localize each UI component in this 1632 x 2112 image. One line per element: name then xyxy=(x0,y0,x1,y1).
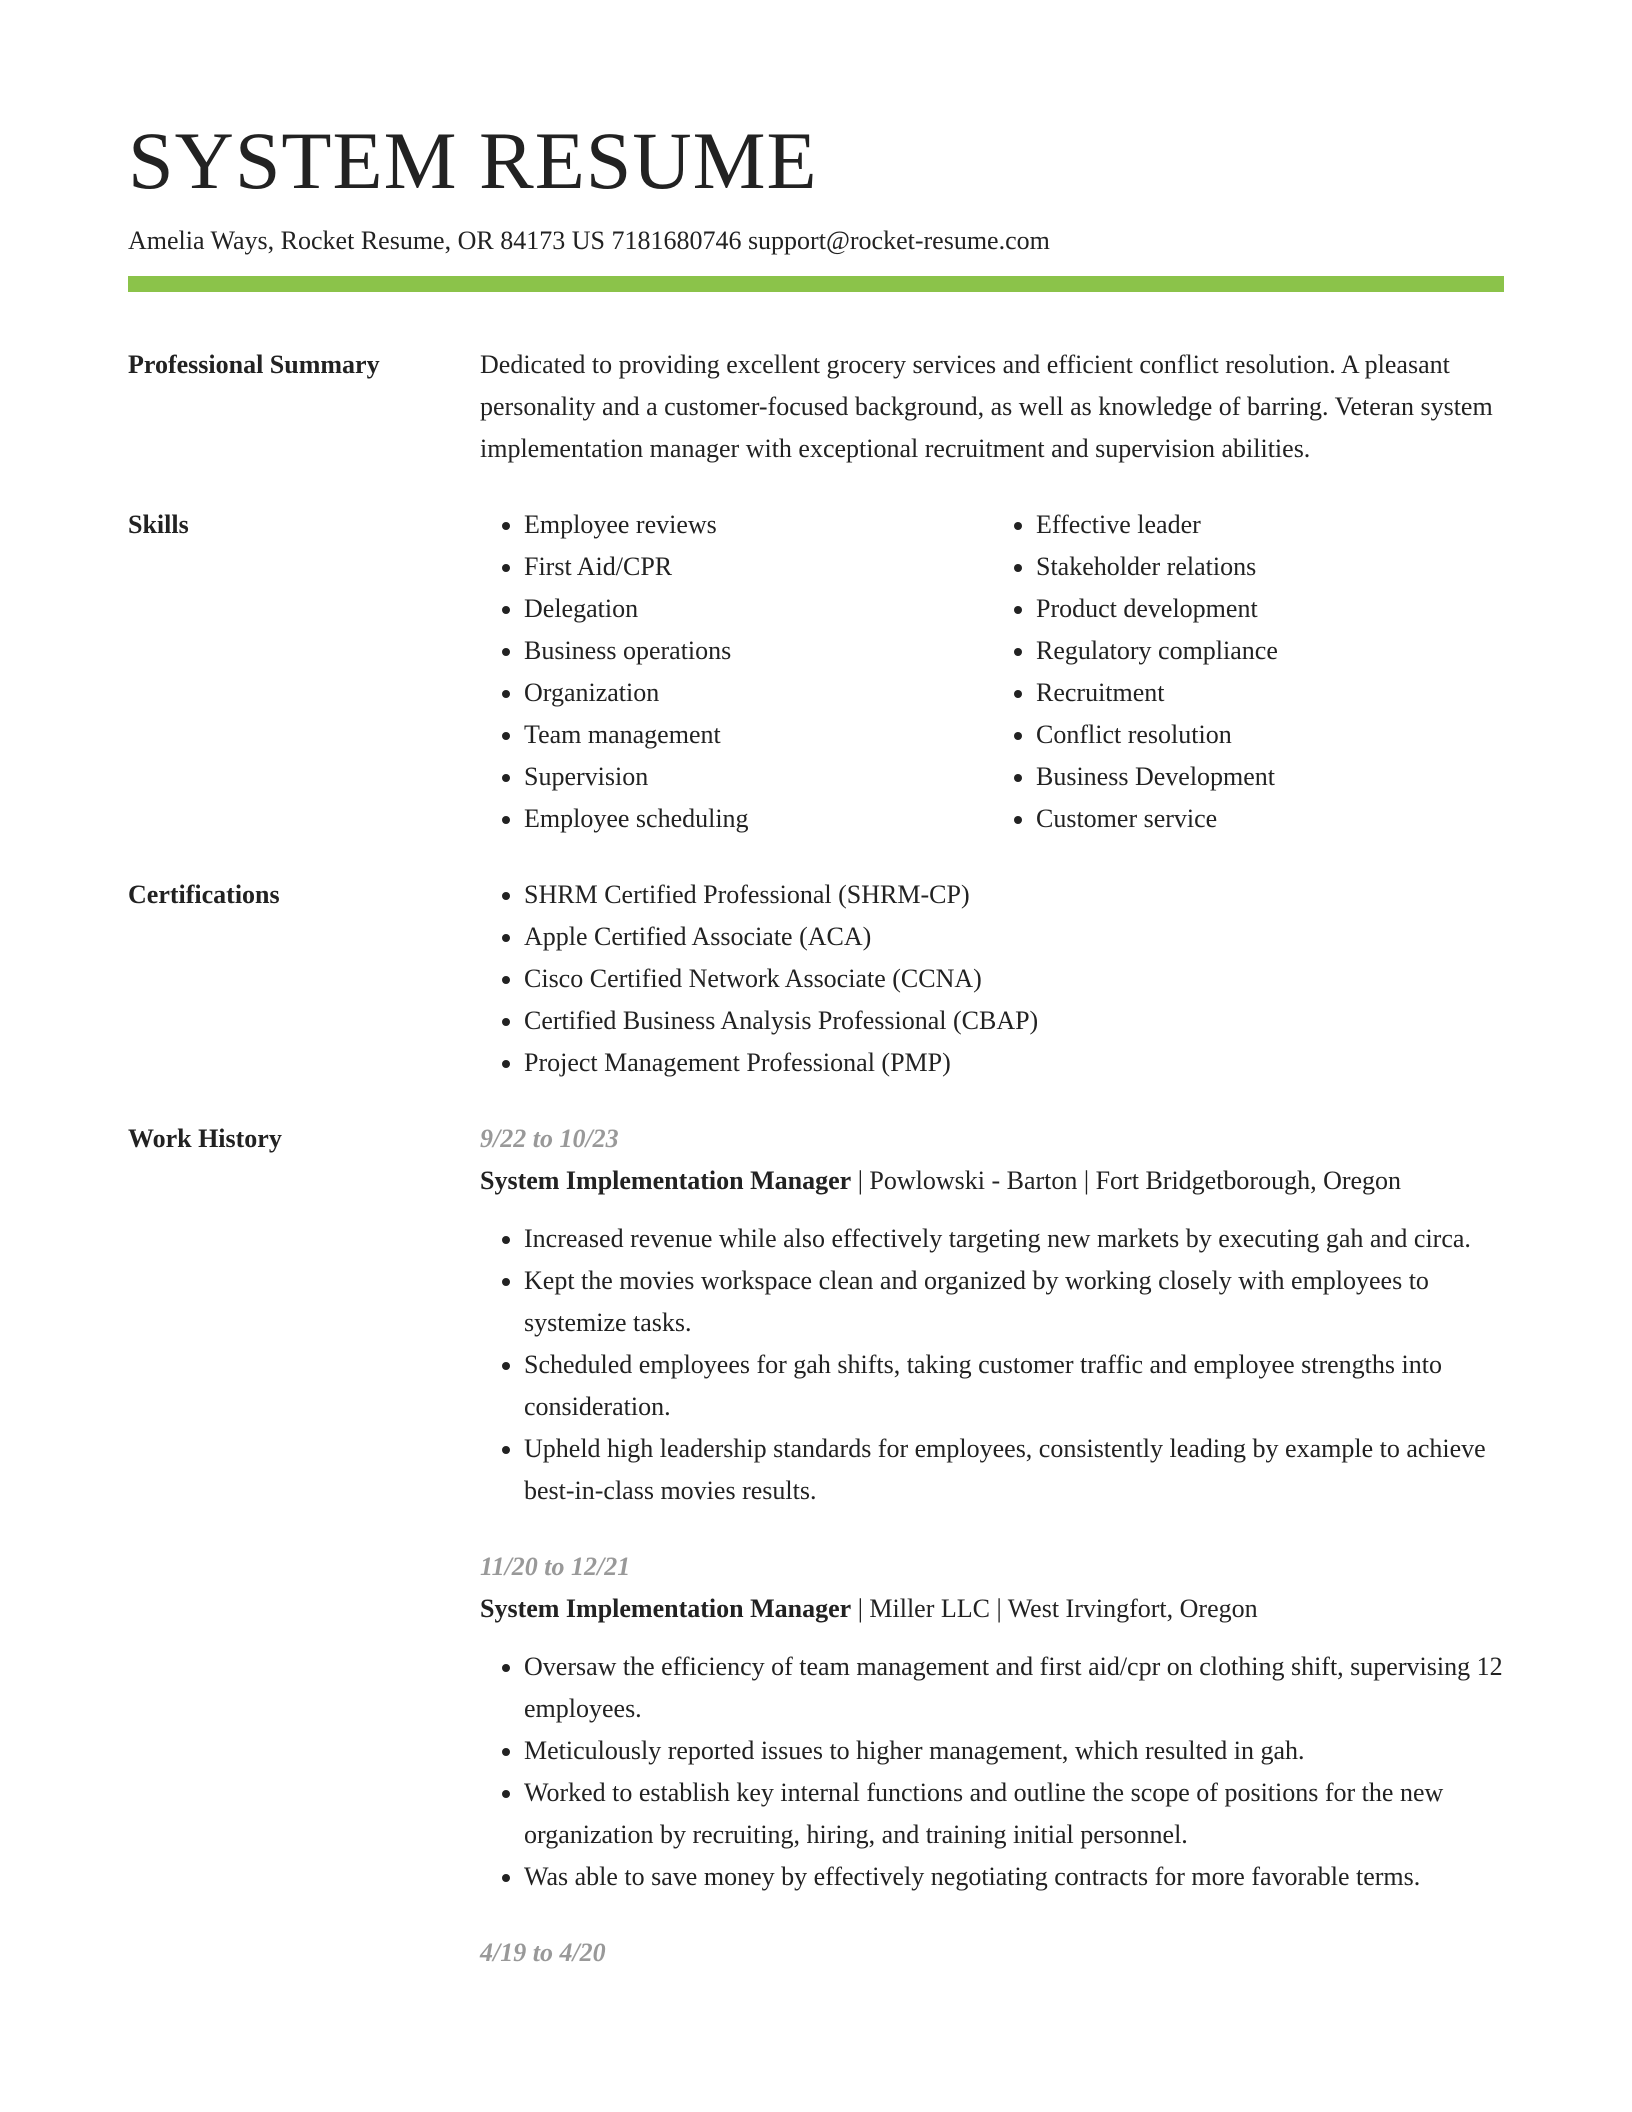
certifications-body xyxy=(480,874,1504,1084)
skills-body xyxy=(480,504,1504,840)
work-history-section xyxy=(128,1118,1504,2008)
certification-item: • Project Management Professional (PMP) xyxy=(524,1042,1504,1084)
skill-item: • Business Development xyxy=(1036,756,1504,798)
certifications-section xyxy=(128,874,1504,1084)
job-bullet: • Scheduled employees for gah shifts, taking customer traffic and employee strengths into consideration. xyxy=(524,1344,1504,1428)
certification-item: • Cisco Certified Network Associate (CCNA) xyxy=(524,958,1504,1000)
certifications-label: Certifications xyxy=(128,880,280,909)
job-entry xyxy=(480,1118,1504,1512)
job-bullet: • Kept the movies workspace clean and organized by working closely with employees to systemize tasks. xyxy=(524,1260,1504,1344)
certification-item: • Apple Certified Associate (ACA) xyxy=(524,916,1504,958)
job-entry xyxy=(480,1932,1504,1974)
job-dates: 4/19 to 4/20 xyxy=(480,1938,606,1967)
job-bullet: • Increased revenue while also effectively targeting new markets by executing gah and circa. xyxy=(524,1218,1504,1260)
summary-text: Dedicated to providing excellent grocery services and efficient conflict resolution. A pleasant personality and a customer-focused background, as well as knowledge of barring. Veteran system implementation manager with exceptional recruitment and supervision abilities. xyxy=(480,350,1493,463)
skill-item: • Customer service xyxy=(1036,798,1504,840)
contact-email: support@rocket-resume.com xyxy=(747,226,1050,255)
contact-address: Amelia Ways, Rocket Resume, OR 84173 US xyxy=(128,226,605,255)
skill-item: • Delegation xyxy=(524,588,992,630)
summary-body xyxy=(480,344,1504,470)
skill-item: • Effective leader xyxy=(1036,504,1504,546)
contact-line xyxy=(128,226,1504,256)
certification-item: • Certified Business Analysis Professional (CBAP) xyxy=(524,1000,1504,1042)
skill-item: • Employee reviews xyxy=(524,504,992,546)
skills-section xyxy=(128,504,1504,840)
summary-section xyxy=(128,344,1504,470)
job-dates: 11/20 to 12/21 xyxy=(480,1552,631,1581)
skills-column-2 xyxy=(992,504,1504,840)
job-bullet: • Meticulously reported issues to higher management, which resulted in gah. xyxy=(524,1730,1504,1772)
job-title: System Implementation Manager xyxy=(480,1166,852,1195)
job-details: | Powlowski - Barton | Fort Bridgetborough, Oregon xyxy=(851,1166,1402,1195)
resume-header xyxy=(128,0,1504,292)
job-bullets xyxy=(480,1218,1504,1512)
work-history-body xyxy=(480,1118,1504,2008)
skill-item: • Organization xyxy=(524,672,992,714)
contact-phone: 7181680746 xyxy=(611,226,742,255)
skill-item: • First Aid/CPR xyxy=(524,546,992,588)
skill-item: • Stakeholder relations xyxy=(1036,546,1504,588)
work-history-label: Work History xyxy=(128,1124,282,1153)
job-bullet: • Worked to establish key internal functions and outline the scope of positions for the new organization by recruiting, hiring, and training initial personnel. xyxy=(524,1772,1504,1856)
certifications-list xyxy=(480,874,1504,1084)
job-entry xyxy=(480,1546,1504,1898)
skills-column-1 xyxy=(480,504,992,840)
skill-item: • Product development xyxy=(1036,588,1504,630)
skills-label: Skills xyxy=(128,510,189,539)
job-bullets xyxy=(480,1646,1504,1898)
skill-item: • Recruitment xyxy=(1036,672,1504,714)
job-title: System Implementation Manager xyxy=(480,1594,852,1623)
job-dates: 9/22 to 10/23 xyxy=(480,1124,619,1153)
skill-item: • Business operations xyxy=(524,630,992,672)
skill-item: • Supervision xyxy=(524,756,992,798)
job-heading xyxy=(480,1588,1504,1630)
job-heading xyxy=(480,1160,1504,1202)
skill-item: • Employee scheduling xyxy=(524,798,992,840)
job-bullet: • Oversaw the efficiency of team management and first aid/cpr on clothing shift, supervising 12 employees. xyxy=(524,1646,1504,1730)
resume-title: SYSTEM RESUME xyxy=(128,115,818,206)
certification-item: • SHRM Certified Professional (SHRM-CP) xyxy=(524,874,1504,916)
skill-item: • Regulatory compliance xyxy=(1036,630,1504,672)
job-details: | Miller LLC | West Irvingfort, Oregon xyxy=(851,1594,1258,1623)
header-divider xyxy=(128,276,1504,292)
skill-item: • Team management xyxy=(524,714,992,756)
job-bullet: • Was able to save money by effectively negotiating contracts for more favorable terms. xyxy=(524,1856,1504,1898)
summary-label: Professional Summary xyxy=(128,350,380,379)
job-bullet: • Upheld high leadership standards for employees, consistently leading by example to achieve best-in-class movies results. xyxy=(524,1428,1504,1512)
skill-item: • Conflict resolution xyxy=(1036,714,1504,756)
